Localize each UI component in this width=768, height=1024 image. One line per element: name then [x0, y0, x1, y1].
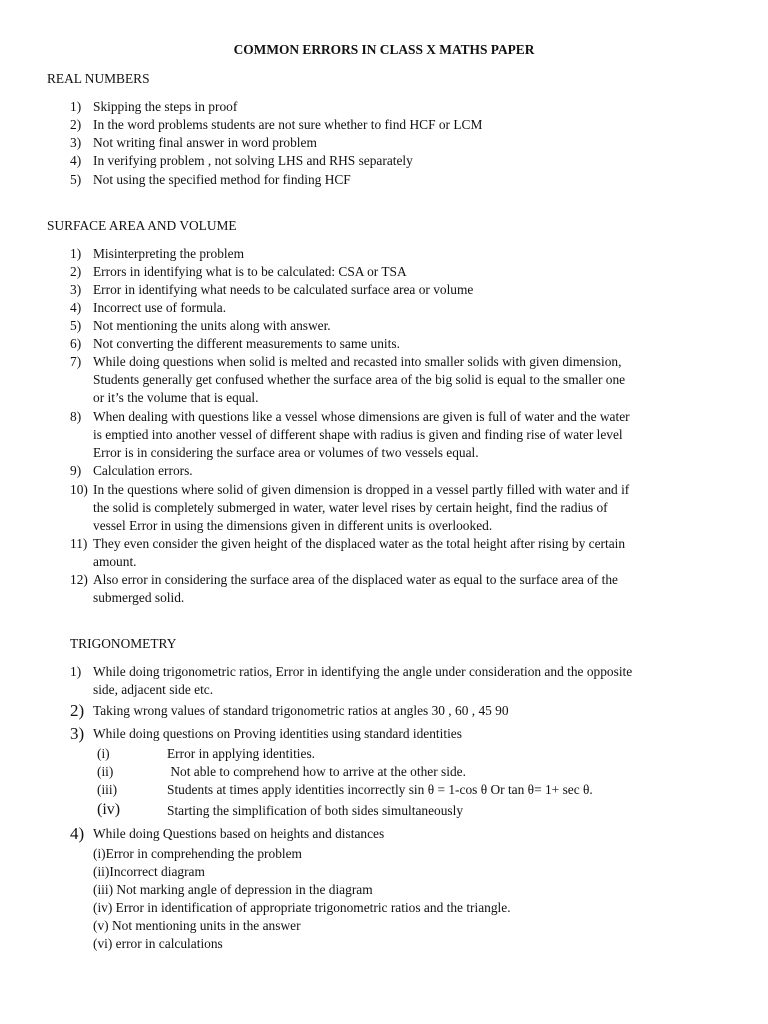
sublist-text: (v) Not mentioning units in the answer [93, 918, 301, 933]
list-item-text: While doing questions when solid is melted and recasted into smaller solids with given dimension, [93, 354, 622, 369]
list-item-number: 7) [70, 354, 82, 369]
list-item-text: side, adjacent side etc. [93, 682, 214, 697]
list-item-number: 2) [70, 264, 82, 279]
sublist-text: Starting the simplification of both sides simultaneously [167, 803, 464, 818]
list-item-text: Not converting the different measurements to same units. [93, 336, 400, 351]
sublist-roman: (ii) [97, 764, 114, 779]
list-item-text: Not mentioning the units along with answer. [93, 318, 331, 333]
list-item-text: Incorrect use of formula. [93, 300, 227, 315]
section-heading-surface-area: SURFACE AREA AND VOLUME [47, 218, 237, 233]
sublist-text: (vi) error in calculations [93, 936, 223, 951]
document-title: COMMON ERRORS IN CLASS X MATHS PAPER [233, 42, 535, 57]
list-item-number: 3) [70, 282, 82, 297]
list-item-text: Not writing final answer in word problem [93, 135, 317, 150]
list-item-text: Not using the specified method for finding HCF [93, 172, 351, 187]
list-item-number: 9) [70, 463, 82, 478]
list-item-number: 8) [70, 409, 82, 424]
sublist-roman: (i) [97, 746, 110, 761]
sublist-text: (iii) Not marking angle of depression in the diagram [93, 882, 373, 897]
list-item-text: In verifying problem , not solving LHS and RHS separately [93, 153, 413, 168]
list-item-text: Errors in identifying what is to be calculated: CSA or TSA [93, 264, 407, 279]
sublist-roman: (iii) [97, 782, 118, 797]
sublist-text: Error in applying identities. [167, 746, 316, 761]
sublist-text: Students at times apply identities incorrectly sin θ = 1-cos θ Or tan θ= 1+ sec θ. [167, 782, 593, 797]
sublist-roman: (iv) [97, 801, 121, 818]
list-item-text: Also error in considering the surface area of the displaced water as equal to the surface area of the [93, 572, 618, 587]
list-item-text: In the word problems students are not sure whether to find HCF or LCM [93, 117, 483, 132]
list-item-text: Misinterpreting the problem [93, 246, 244, 261]
list-item-text: They even consider the given height of the displaced water as the total height after rising by certain [93, 536, 626, 551]
list-item-number: 5) [70, 172, 82, 187]
list-item-number: 2) [70, 701, 85, 720]
list-item-text: Skipping the steps in proof [93, 99, 238, 114]
list-item-text: is emptied into another vessel of different shape with radius is given and finding rise of water level [93, 427, 623, 442]
sublist-text: (iv) Error in identification of appropriate trigonometric ratios and the triangle. [93, 900, 511, 915]
list-item-number: 2) [70, 117, 82, 132]
list-item-text: Taking wrong values of standard trigonometric ratios at angles 30 , 60 , 45 90 [93, 703, 509, 718]
list-item-number: 3) [70, 724, 85, 743]
sublist-text: (ii)Incorrect diagram [93, 864, 205, 879]
list-item-text: In the questions where solid of given dimension is dropped in a vessel partly filled with water and if [93, 482, 630, 497]
list-item-number: 11) [70, 536, 88, 551]
section-heading-real-numbers: REAL NUMBERS [47, 71, 150, 86]
list-item-number: 1) [70, 99, 82, 114]
sublist-text: (i)Error in comprehending the problem [93, 846, 302, 861]
sublist-text: Not able to comprehend how to arrive at the other side. [167, 764, 466, 779]
list-item-text: Students generally get confused whether the surface area of the big solid is equal to the smaller one [93, 372, 626, 387]
list-item-text: While doing trigonometric ratios, Error in identifying the angle under consideration and the opposite [93, 664, 633, 679]
list-item-text: When dealing with questions like a vessel whose dimensions are given is full of water and the water [93, 409, 630, 424]
list-item-text: amount. [93, 554, 137, 569]
list-item-text: While doing Questions based on heights and distances [93, 826, 385, 841]
list-item-text: Error is in considering the surface area or volumes of two vessels equal. [93, 445, 479, 460]
list-item-number: 1) [70, 246, 82, 261]
list-item-number: 6) [70, 336, 82, 351]
list-item-number: 1) [70, 664, 82, 679]
list-item-number: 4) [70, 824, 85, 843]
list-item-text: While doing questions on Proving identities using standard identities [93, 726, 462, 741]
list-item-text: or it’s the volume that is equal. [93, 390, 259, 405]
list-item-text: Calculation errors. [93, 463, 193, 478]
list-item-text: Error in identifying what needs to be calculated surface area or volume [93, 282, 474, 297]
section-heading-trigonometry: TRIGONOMETRY [70, 636, 177, 651]
list-item-number: 5) [70, 318, 82, 333]
list-item-number: 12) [70, 572, 88, 587]
list-item-number: 3) [70, 135, 82, 150]
list-item-text: the solid is completely submerged in water, water level rises by certain height, find the radius of [93, 500, 608, 515]
list-item-number: 4) [70, 300, 82, 315]
list-item-number: 10) [70, 482, 88, 497]
list-item-number: 4) [70, 153, 82, 168]
list-item-text: submerged solid. [93, 590, 185, 605]
list-item-text: vessel Error in using the dimensions given in different units is overlooked. [93, 518, 493, 533]
